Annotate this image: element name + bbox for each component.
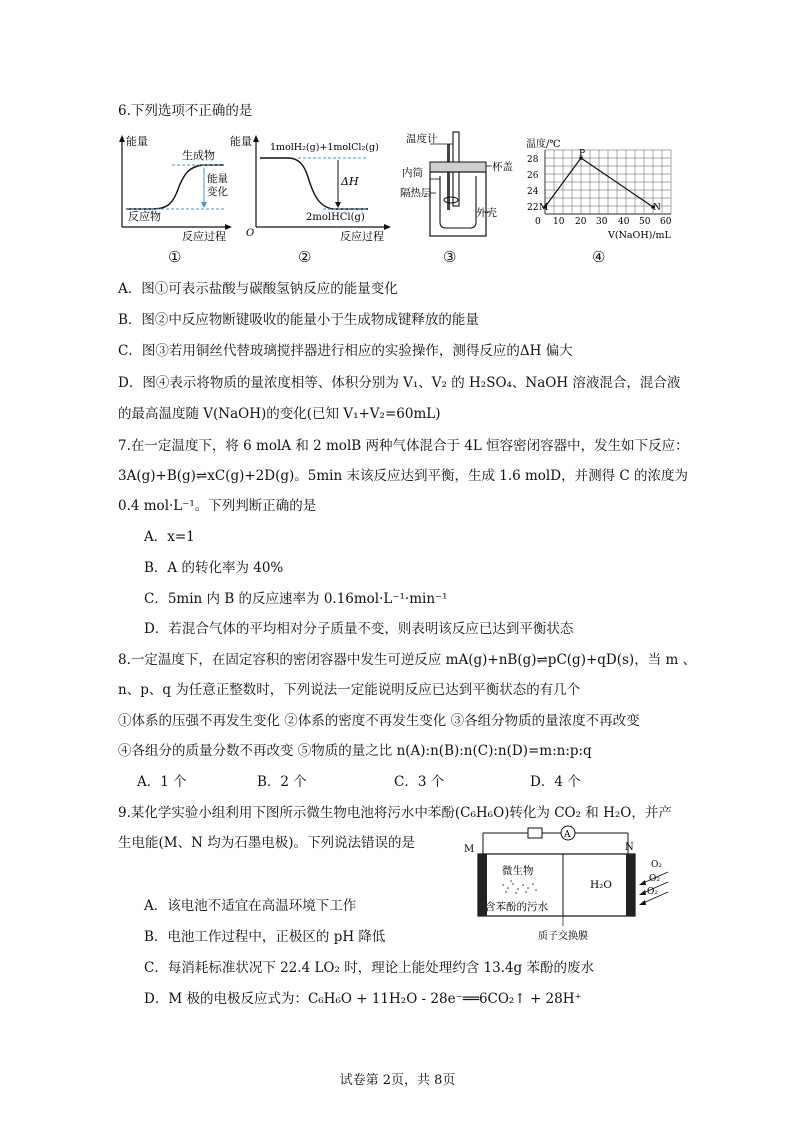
- q8-option-a: A．1 个: [137, 774, 187, 790]
- q9-stem-1: 9.某化学实验小组利用下图所示微生物电池将污水中苯酚(C₆H₆O)转化为 CO₂ 和 H₂O，并产: [118, 805, 672, 821]
- fig2-origin: O: [246, 228, 255, 239]
- figure-3-calorimeter: [400, 124, 513, 244]
- o2-label-2: O₂: [649, 874, 660, 884]
- q8-stem-2: n、p、q 为任意正整数时，下列说法一定能说明反应已达到平衡状态的有几个: [118, 682, 581, 698]
- fig1-reactant-label: 反应物: [128, 210, 161, 223]
- fig4-label-m: M: [539, 203, 549, 213]
- fig4-ytick-24: 24: [527, 187, 539, 197]
- fig4-xtick-20: 20: [575, 217, 587, 227]
- q6-option-c: C．图③若用铜丝代替玻璃搅拌器进行相应的实验操作，测得反应的ΔH 偏大: [118, 343, 573, 359]
- fig2-x-label: 反应过程: [340, 230, 384, 243]
- fig2-top-label: 1molH₂(g)+1molCl₂(g): [270, 142, 379, 153]
- fig4-ytick-28: 28: [527, 155, 539, 165]
- o2-label-1: O₂: [651, 860, 662, 870]
- fig1-caption: ①: [168, 248, 182, 266]
- ammeter-label: A: [564, 830, 571, 840]
- q7-stem-2: 3A(g)+B(g)⇌xC(g)+2D(g)。5min 末该反应达到平衡，生成 1.6 molD，并测得 C 的浓度为: [118, 468, 688, 484]
- q6-option-d-2: 的最高温度随 V(NaOH)的变化(已知 V₁+V₂=60mL): [118, 406, 441, 422]
- fig1-energy-change-1: 能量: [207, 173, 228, 185]
- o2-label-3: O₂: [647, 887, 658, 897]
- q7-option-a: A．x=1: [144, 529, 195, 545]
- q8-items-1: ①体系的压强不再发生变化 ②体系的密度不再发生变化 ③各组分物质的量浓度不再改变: [118, 713, 640, 729]
- fig4-ytick-22: 22: [527, 203, 539, 213]
- fig4-xtick-0: 0: [535, 217, 541, 227]
- q6-option-d-1: D．图④表示将物质的量浓度相等、体积分别为 V₁、V₂ 的 H₂SO₄、NaOH 溶液混合，混合液: [118, 375, 681, 391]
- q7-option-b: B．A 的转化率为 40%: [144, 560, 284, 576]
- fig1-x-label: 反应过程: [182, 230, 226, 243]
- fig4-label-n: N: [653, 203, 661, 213]
- fig4-label-p: P: [579, 149, 586, 159]
- figure-1-energy-diagram: [112, 132, 234, 242]
- fig1-energy-change-2: 变化: [207, 186, 228, 198]
- q9-option-d: D．M 极的电极反应式为：C₆H₆O + 11H₂O - 28e⁻══6CO₂↑ + 28H⁺: [144, 991, 582, 1007]
- q6-option-a: A．图①可表示盐酸与碳酸氢钠反应的能量变化: [118, 281, 398, 297]
- q9-stem-2: 生电能(M、N 均为石墨电极)。下列说法错误的是: [118, 835, 415, 851]
- q8-option-c: C．3 个: [394, 774, 445, 790]
- q8-option-b: B．2 个: [257, 774, 307, 790]
- fig2-y-label: 能量: [230, 135, 252, 148]
- fig3-inner-label: 内筒: [402, 167, 423, 179]
- wastewater-label: 含苯酚的污水: [485, 901, 548, 913]
- fig1-product-label: 生成物: [182, 149, 215, 162]
- fig3-shell-label: 外壳: [476, 207, 497, 219]
- figure-2-energy-diagram: [228, 132, 393, 242]
- fig4-xtick-40: 40: [618, 217, 630, 227]
- fig3-insulation-label: 隔热层: [400, 187, 432, 199]
- q7-option-d: D．若混合气体的平均相对分子质量不变，则表明该反应已达到平衡状态: [144, 621, 574, 637]
- electrode-n-label: N: [625, 842, 634, 853]
- q7-stem-3: 0.4 mol·L⁻¹。下列判断正确的是: [118, 498, 317, 514]
- fig2-caption: ②: [298, 248, 312, 266]
- fig2-bottom-label: 2molHCl(g): [306, 212, 365, 223]
- fig2-dh-label: ΔH: [341, 175, 359, 188]
- fig1-y-label: 能量: [126, 135, 148, 148]
- membrane-label: 质子交换膜: [538, 931, 588, 942]
- fig4-xtick-30: 30: [596, 217, 608, 227]
- figure-4-temperature-chart: [520, 134, 680, 246]
- q7-stem-1: 7.在一定温度下，将 6 molA 和 2 molB 两种气体混合于 4L 恒容密闭容器中，发生如下反应：: [118, 438, 689, 454]
- fig3-caption: ③: [443, 248, 457, 266]
- q9-option-b: B．电池工作过程中，正极区的 pH 降低: [144, 929, 386, 945]
- fig4-x-label: V(NaOH)/mL: [608, 230, 671, 241]
- electrode-m-label: M: [464, 844, 475, 855]
- figure-microbial-fuel-cell: [458, 822, 678, 946]
- q6-stem: 6.下列选项不正确的是: [118, 103, 253, 119]
- q9-option-a: A．该电池不适宜在高温环境下工作: [144, 898, 357, 914]
- q6-option-b: B．图②中反应物断键吸收的能量小于生成物成键释放的能量: [118, 312, 479, 328]
- water-label: H₂O: [590, 879, 612, 891]
- microbe-label: 微生物: [502, 865, 534, 877]
- fig4-caption: ④: [592, 248, 606, 266]
- fig4-xtick-10: 10: [553, 217, 565, 227]
- q8-items-2: ④各组分的质量分数不再改变 ⑤物质的量之比 n(A):n(B):n(C):n(D)=m:n:p:q: [118, 743, 592, 759]
- q9-option-c: C．每消耗标准状况下 22.4 LO₂ 时，理论上能处理约含 13.4g 苯酚的废水: [144, 960, 594, 976]
- fig4-xtick-50: 50: [639, 217, 651, 227]
- fig4-xtick-60: 60: [660, 217, 672, 227]
- q8-option-d: D．4 个: [530, 774, 581, 790]
- q8-stem-1: 8.一定温度下，在固定容积的密闭容器中发生可逆反应 mA(g)+nB(g)⇌pC(g)+qD(s)，当 m 、: [118, 652, 697, 668]
- q7-option-c: C．5min 内 B 的反应速率为 0.16mol·L⁻¹·min⁻¹: [144, 591, 448, 607]
- fig3-lid-label: 杯盖: [492, 161, 513, 173]
- fig3-thermometer-label: 温度计: [406, 133, 438, 145]
- page-footer: 试卷第 2页，共 8页: [339, 1073, 456, 1088]
- fig4-y-label: 温度/℃: [526, 139, 561, 150]
- fig4-ytick-26: 26: [527, 171, 539, 181]
